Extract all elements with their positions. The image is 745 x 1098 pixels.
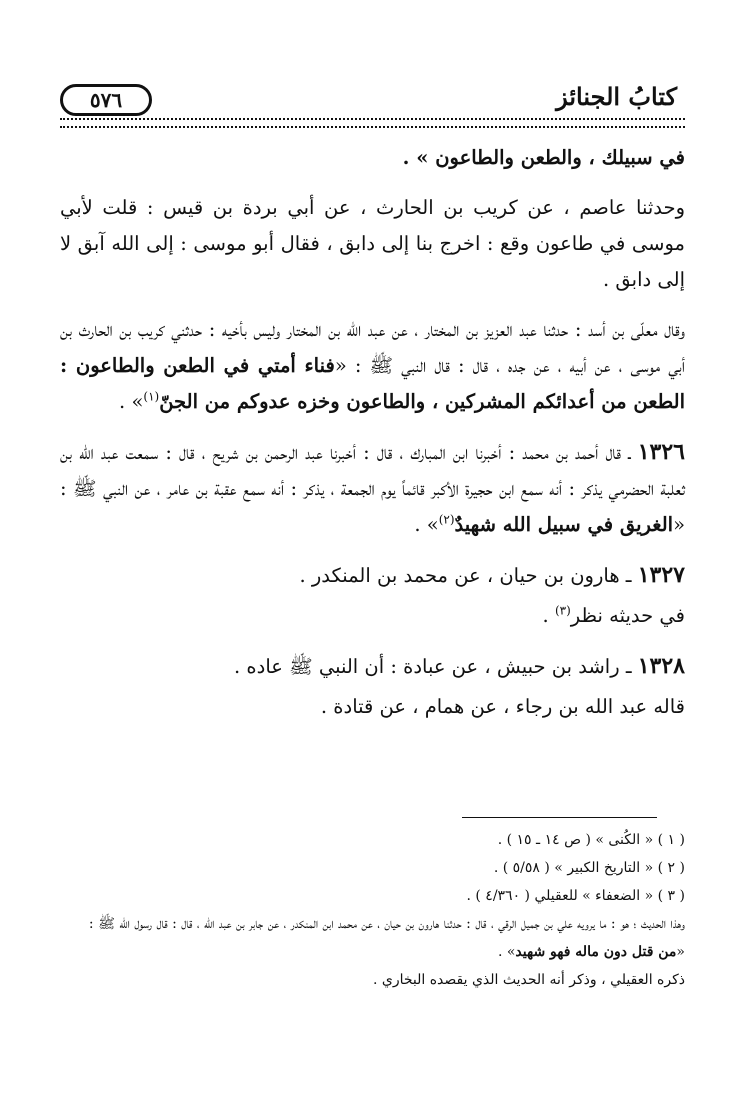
page-header xyxy=(60,80,685,120)
hadith-number-1326: ١٣٢٦ xyxy=(637,439,685,465)
hadith-number-1327: ١٣٢٧ xyxy=(637,562,685,588)
footnote-divider xyxy=(462,817,657,818)
footnote-3-detail-text: وهذا الحديث ؛ هو : ما يرويه علي بن جميل الرقي ، قال : حدثنا هارون بن حيان ، عن محمد ابن المنكدر ، عن جابر بن عبد الله ، قال : قال رسول الله ﷺ : « xyxy=(88,916,685,960)
hadith-1328-note: قاله عبد الله بن رجاء ، عن همام ، عن قتادة . xyxy=(320,695,685,718)
hadith-1326 xyxy=(60,434,685,543)
hadith-1327-text: ـ هارون بن حيان ، عن محمد بن المنكدر . xyxy=(299,564,632,587)
paragraph-3 xyxy=(60,312,685,420)
hadith-1328-text: ـ راشد بن حبيش ، عن عبادة : أن النبي ﷺ عاده . xyxy=(234,655,632,678)
footnote-ref-1: (١) xyxy=(143,389,160,404)
header-divider xyxy=(60,118,685,128)
main-text xyxy=(60,140,685,739)
footnote-3-quote: من قتل دون ماله فهو شهيد xyxy=(515,944,677,960)
footnote-1: ( ١ ) « الكُنى » ( ص ١٤ ـ ١٥ ) . xyxy=(497,832,685,848)
paragraph-1: في سبيلك ، والطعن والطاعون » . xyxy=(402,146,685,169)
footnote-2: ( ٢ ) « التاريخ الكبير » ( ٥/٥٨ ) . xyxy=(493,860,685,876)
footnote-3: ( ٣ ) « الضعفاء » للعقيلي ( ٤/٣٦٠ ) . xyxy=(466,888,685,904)
paragraph-3-text: وقال معلّى بن أسد : حدثنا عبد العزيز بن المختار ، عن عبد الله بن المختار وليس بأخيه : حدثني كريب بن الحارث بن أبي موسى ، عن أبيه ، عن جده ، قال : قال النبي ﷺ : « xyxy=(60,318,685,377)
hadith-quote-1: فناء أمتي في الطعن والطاعون : الطعن من أعدائكم المشركين ، والطاعون وخزه عدوكم من الجنّ xyxy=(60,354,685,413)
hadith-1327-note-end: . xyxy=(542,604,555,627)
footnote-ref-3: (٣) xyxy=(554,603,571,618)
hadith-1328 xyxy=(60,648,685,685)
hadith-1326-text: ـ قال أحمد بن محمد : أخبرنا ابن المبارك ، قال : أخبرنا عبد الرحمن بن شريح ، قال : سمعت عبد الله بن ثعلبة الحضرمي يذكر : أنه سمع ابن حجيرة الأكبر قائماً يوم الجمعة ، يذكر : أنه سمع عقبة بن عامر ، عن النبي ﷺ : « xyxy=(60,441,685,536)
paragraph-2: وحدثنا عاصم ، عن كريب بن الحارث ، عن أبي بردة بن قيس : قلت لأبي موسى في طاعون وقع : اخرج بنا إلى دابق ، فقال أبو موسى : إلى الله آبق لا إلى دابق . xyxy=(60,196,685,291)
footnote-3-detail-end: » . xyxy=(497,944,516,960)
footnote-3-detail xyxy=(60,910,685,966)
footnotes xyxy=(60,826,685,994)
footnote-3-last: ذكره العقيلي ، وذكر أنه الحديث الذي يقصده البخاري . xyxy=(372,972,685,988)
paragraph-3-end: » . xyxy=(119,390,144,413)
chapter-title: كتابُ الجنائز xyxy=(556,82,677,111)
page-number-badge: ٥٧٦ xyxy=(60,84,152,116)
hadith-1327-note-text: في حديثه نظر xyxy=(570,604,685,627)
hadith-1327-note xyxy=(60,598,685,634)
footnote-ref-2: (٢) xyxy=(438,512,455,527)
hadith-1326-end: » . xyxy=(414,513,439,536)
hadith-number-1328: ١٣٢٨ xyxy=(637,653,685,679)
hadith-quote-2: الغريق في سبيل الله شهيدٌ xyxy=(454,513,674,536)
hadith-1327 xyxy=(60,557,685,594)
